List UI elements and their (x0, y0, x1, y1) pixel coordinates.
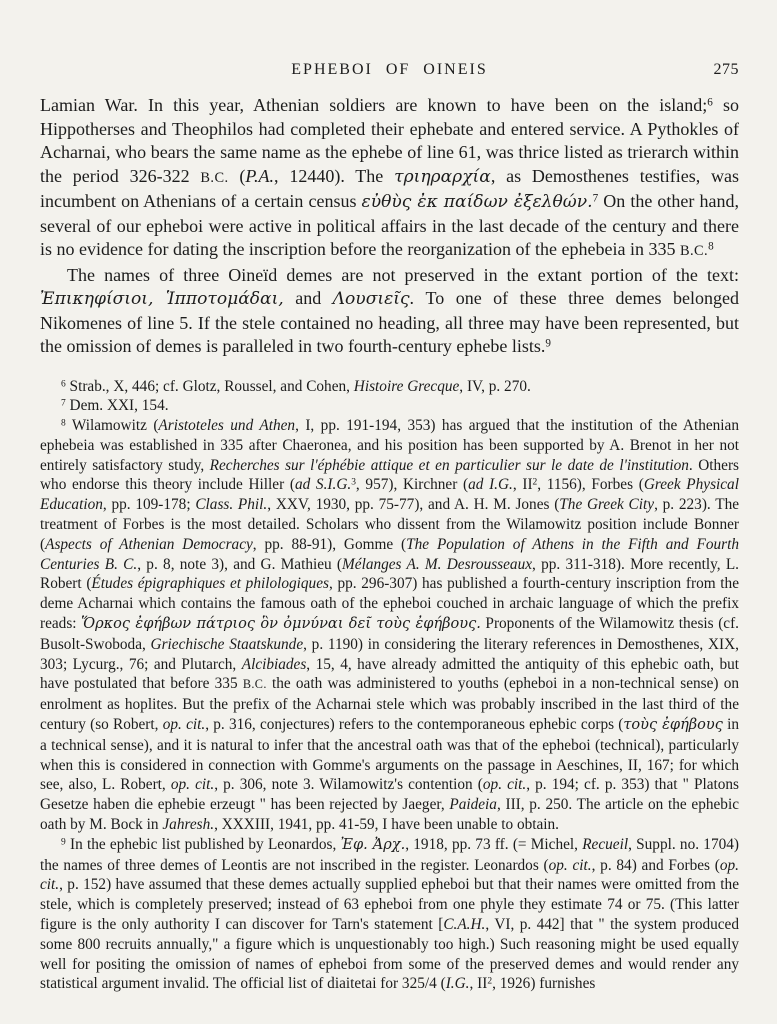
text-run: op. cit. (170, 776, 215, 794)
text-run: Wilamowitz ( (65, 417, 159, 435)
text-run: op. cit. (548, 856, 592, 874)
text-run: . Others who endorse this theory include Hiller ( (40, 456, 739, 494)
footnote-marker: 6 (707, 96, 713, 109)
footnote-marker: 8 (708, 240, 714, 253)
text-run: , p. 306, note 3. Wilamowitz's contention ( (214, 776, 483, 794)
footnote-marker: 2 (487, 976, 493, 987)
text-run: , p. 8, note 3), and G. Mathieu ( (137, 555, 343, 573)
text-run: Ὅρκος ἐφήβων πάτριος ὃν ὀμνύναι δεῖ τοὺς ἐφήβους. (81, 616, 481, 633)
text-run: εὐθὺς ἐκ παίδων ἐξελθών. (361, 192, 593, 212)
text-run: Aspects of Athenian Democracy (45, 535, 253, 553)
text-run: , p. 194; cf. p. 353) that " Platons Gesetze haben die ephebie erzeugt " has been rejected by Jaeger, (40, 776, 739, 814)
footnote-marker: 9 (545, 337, 551, 350)
text-run: , Suppl. no. 1704) the names of three demes of Leontis are not inscribed in the register. Leonardos ( (40, 835, 739, 874)
text-run: , p. 1190) in considering the literary references in Demosthenes, XIX, 303; Lycurg., 76; and Plutarch, (40, 635, 739, 673)
footnote-marker: 7 (61, 398, 66, 409)
footnote-8 (40, 416, 739, 835)
text-run: , XXXIII, 1941, pp. 41-59, I have been unable to obtain. (214, 816, 560, 834)
text-run: , 1918, pp. 73 ff. (= Michel, (405, 835, 583, 853)
footnote-7 (40, 396, 739, 416)
text-run: , 15, 4, have already admitted the antiquity of this ephebic oath, but have postulated that before 335 (40, 655, 740, 693)
footnotes-section (40, 377, 739, 995)
text-run: , XXV, 1930, pp. 75-77), and A. H. M. Jones ( (267, 496, 560, 514)
text-run: Aristoteles und Athen (158, 417, 296, 435)
text-run: Ἐφ. Ἀρχ. (340, 836, 406, 853)
text-run: In the ephebic list published by Leonardos, (65, 835, 341, 853)
text-run: , p. 316, conjectures) refers to the contemporaneous ephebic corps ( (205, 716, 624, 734)
text-run: , I, pp. 191-194, 353) has argued that the institution of the Athenian ephebeia was established in 335 after Chaeronea, and his position has been supported by A. Brenot in her not entirely satisfactory study, (40, 417, 739, 474)
text-run: P.A. (245, 165, 275, 186)
text-run: B.C. (200, 169, 229, 186)
text-run: op. cit. (162, 716, 206, 734)
text-run: , pp. 88-91), Gomme ( (252, 535, 407, 553)
text-run: The Greek City (559, 496, 655, 514)
text-run: , pp. 311-318). More recently, L. Robert ( (40, 555, 740, 593)
text-run: the oath was administered to youths (epheboi in a non-technical sense) on enrolment as hoplites. But the prefix of the Acharnai stele which was probably inscribed in the last third of the century (so Robert, (40, 675, 739, 734)
text-run: op. cit. (40, 856, 739, 894)
text-run: Dem. XXI, 154. (65, 397, 169, 415)
page-number: 275 (713, 61, 739, 78)
text-run: B.C. (679, 243, 709, 259)
text-run: , VI, p. 442] that " the system produced some 800 recruits annually," a figure which is unquestionably too high.) Such reasoning might be used equally well for positing the omission of names of epheboi from some of the preserved demes and would render any statistical argument invalid. The official list of diaitetai for 325/4 ( (40, 916, 739, 993)
text-run: Class. Phil. (195, 496, 268, 514)
text-run: , II (469, 975, 488, 993)
text-run: , pp. 296-307) has published a fourth-century inscription from the deme Acharnai which contains the famous oath of the epheboi couched in archaic language of which the prefix reads: (40, 575, 739, 633)
text-run: C.A.H. (443, 916, 486, 934)
text-run: τριηραρχία (394, 166, 491, 187)
text-run: Paideia (449, 796, 497, 814)
text-run: τοὺς ἐφήβους (623, 717, 723, 734)
paragraph-1 (40, 94, 739, 264)
text-run: ad S.I.G. (294, 476, 352, 494)
text-run: , p. 223). The treatment of Forbes is the most detailed. Scholars who dissent from the Wilamowitz position include Bonner ( (40, 496, 740, 553)
text-run: , as Demosthenes testifies, was incumbent on Athenians of a certain census (40, 165, 740, 211)
text-run: Études épigraphiques et philologiques (91, 575, 329, 593)
text-run: Λουσιεῖς (332, 289, 410, 309)
footnote-marker: 6 (61, 378, 66, 389)
text-run: , III, p. 250. The article on the ephebic oath by M. Bock in (40, 796, 739, 834)
footnote-marker: 8 (61, 418, 66, 429)
text-run: On the other hand, several of our epheboi were active in political affairs in the last decade of the century and there is no evidence for dating the inscription before the reorganization of the ephebeia in 335 (40, 191, 739, 259)
text-run: Histoire Grecque (353, 377, 460, 395)
text-run: , pp. 109-178; (102, 496, 196, 514)
footnote-marker: 2 (532, 477, 538, 488)
footnote-9 (40, 835, 739, 994)
text-run: ad I.G. (468, 476, 513, 494)
text-run: op. cit. (482, 776, 527, 794)
footnote-marker: 3 (351, 477, 356, 488)
text-run: I.G. (445, 975, 470, 993)
text-run: Strab., X, 446; cf. Glotz, Roussel, and Cohen, (65, 377, 354, 395)
text-run: The Population of Athens in the Fifth and Fourth Centuries B. C. (40, 535, 739, 573)
page-header (40, 60, 739, 79)
text-run: ( (228, 165, 246, 186)
text-run: , 1156), Forbes ( (537, 476, 644, 494)
text-run: Recherches sur l'éphébie attique et en particulier sur le date de l'institution (209, 456, 689, 474)
text-run: Ἐπικηφίσιοι, Ἱπποτομάδαι, (40, 289, 284, 309)
running-title: EPHEBOI OF OINEIS (291, 61, 488, 78)
footnote-marker: 7 (592, 192, 599, 205)
paragraph-2 (40, 264, 739, 359)
text-run: Greek Physical Education (40, 476, 739, 514)
text-run: so Hippotherses and Theophilos had completed their ephebate and entered service. A Pythokles of Acharnai, who bears the same name as the ephebe of line 61, was thrice listed as trierarch within the period 326-322 (40, 95, 739, 186)
text-run: , IV, p. 270. (459, 377, 531, 395)
text-run: Griechische Staatskunde (150, 635, 304, 653)
text-run: . To one of these three demes belonged Nikomenes of line 5. If the stele contained no heading, all three may have been represented, but the omission of demes is paralleled in two fourth-century ephebe lists. (40, 288, 739, 356)
text-run: , 957), Kirchner ( (355, 476, 469, 494)
text-run: The names of three Oineïd demes are not preserved in the extant portion of the text: (67, 264, 739, 285)
text-run: , 1926) furnishes (492, 975, 596, 993)
footnote-marker: 9 (61, 837, 66, 848)
text-run: Proponents of the Wilamowitz thesis (cf. Busolt-Swoboda, (40, 615, 739, 653)
text-run: Mélanges A. M. Desrousseaux (342, 555, 533, 573)
text-run: B.C. (242, 677, 267, 692)
text-run: Alcibiades (241, 655, 307, 673)
text-run: Lamian War. In this year, Athenian soldiers are known to have been on the island; (40, 95, 708, 115)
text-run: , p. 152) have assumed that these demes actually supplied epheboi but that their names were omitted from the stele, which is completely preserved; instead of 63 epheboi from one phyle they estimate 74 or 75. (This latter figure is the only authority I can discover for Tarn's statement [ (40, 876, 739, 934)
text-run: , II (512, 476, 533, 494)
text-run: in a technical sense), and it is natural to infer that the ancestral oath was that of the epheboi (technical), particularly when this is considered in connection with Gomme's arguments on the passage in Aeschines, II, 167; for which see, also, L. Robert, (40, 716, 740, 794)
footnote-6 (40, 377, 739, 397)
text-run: Jahresh. (162, 816, 215, 834)
text-run: , 12440). The (274, 165, 395, 186)
text-run: and (283, 288, 333, 308)
main-text (40, 94, 739, 359)
text-run: Recueil (582, 835, 629, 853)
text-run: , p. 84) and Forbes ( (591, 856, 720, 874)
